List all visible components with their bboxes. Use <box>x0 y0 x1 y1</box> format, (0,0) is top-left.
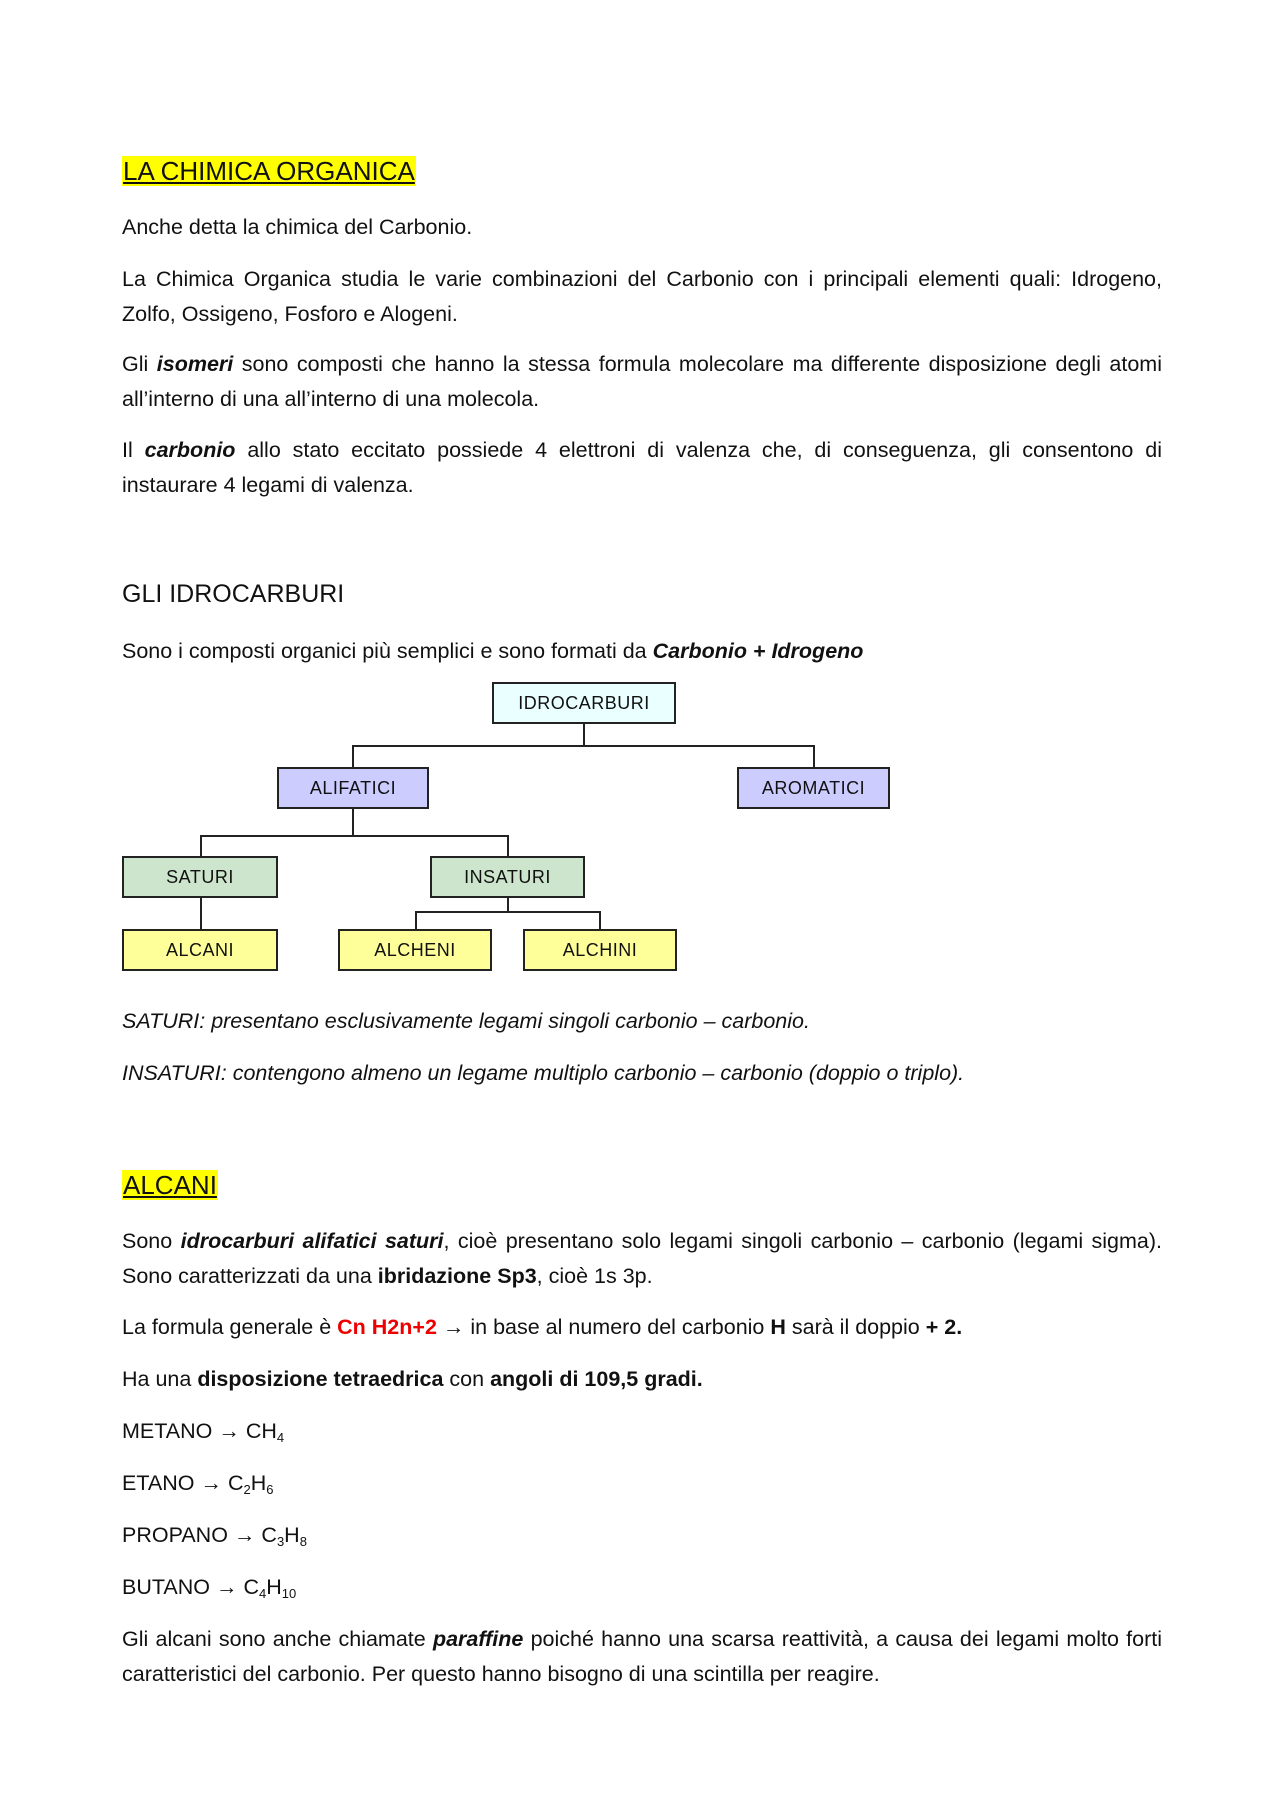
node-saturi: SATURI <box>122 856 278 898</box>
insaturi-definition: INSATURI: contengono almeno un legame multiplo carbonio – carbonio (doppio o triplo). <box>122 1061 965 1085</box>
node-insaturi: INSATURI <box>430 856 585 898</box>
saturi-definition: SATURI: presentano esclusivamente legami singoli carbonio – carbonio. <box>122 1009 810 1033</box>
paragraph-formula: La formula generale è Cn H2n+2 → in base al numero del carbonio H sarà il doppio + 2. <box>122 1315 963 1339</box>
example-etano: ETANO → $C_2H_6$ <box>122 1471 274 1497</box>
example-propano: PROPANO → $C_3H_8$ <box>122 1523 307 1549</box>
arrow-icon: → <box>442 1315 465 1339</box>
node-alcheni: ALCHENI <box>338 929 492 971</box>
heading-chimica-organica: LA CHIMICA ORGANICA <box>123 156 415 186</box>
heading-alcani: ALCANI <box>123 1170 217 1200</box>
paragraph: Anche detta la chimica del Carbonio. <box>122 215 473 239</box>
node-alifatici: ALIFATICI <box>277 767 429 809</box>
node-alchini: ALCHINI <box>523 929 677 971</box>
example-metano: METANO → $CH_4$ <box>122 1419 285 1445</box>
paragraph-carbonio: Il carbonio allo stato eccitato possiede 4 elettroni di valenza che, di conseguenza, gli consentono di instaurare 4 legami di valenza. <box>122 438 1162 497</box>
paragraph-tetraedrica: Ha una disposizione tetraedrica con angoli di 109,5 gradi. <box>122 1367 703 1391</box>
node-idrocarburi: IDROCARBURI <box>492 682 676 724</box>
paragraph-paraffine: Gli alcani sono anche chiamate paraffine poiché hanno una scarsa reattività, a causa dei legami molto forti caratteristici del carbonio. Per questo hanno bisogno di una scintilla per reagire. <box>122 1627 1162 1686</box>
arrow-icon: → <box>218 1419 240 1443</box>
arrow-icon: → <box>200 1471 222 1495</box>
paragraph-isomeri: Gli isomeri sono composti che hanno la stessa formula molecolare ma differente disposizione degli atomi all’interno di una all’interno di una molecola. <box>122 352 1162 411</box>
example-butano: BUTANO → $C_4H_{10}$ <box>122 1575 297 1601</box>
node-alcani: ALCANI <box>122 929 278 971</box>
node-aromatici: AROMATICI <box>737 767 890 809</box>
heading-idrocarburi: GLI IDROCARBURI <box>122 580 345 608</box>
hydrocarbon-classification-tree <box>122 682 866 982</box>
paragraph: La Chimica Organica studia le varie combinazioni del Carbonio con i principali elementi quali: Idrogeno, Zolfo, Ossigeno, Fosforo e Alogeni. <box>122 267 1162 326</box>
arrow-icon: → <box>215 1575 238 1599</box>
paragraph-idrocarburi: Sono i composti organici più semplici e sono formati da Carbonio + Idrogeno <box>122 639 864 663</box>
arrow-icon: → <box>233 1523 256 1547</box>
paragraph-alcani: Sono idrocarburi alifatici saturi, cioè presentano solo legami singoli carbonio – carbonio (legami sigma). Sono caratterizzati da una ibridazione Sp3, cioè 1s 3p. <box>122 1229 1163 1288</box>
